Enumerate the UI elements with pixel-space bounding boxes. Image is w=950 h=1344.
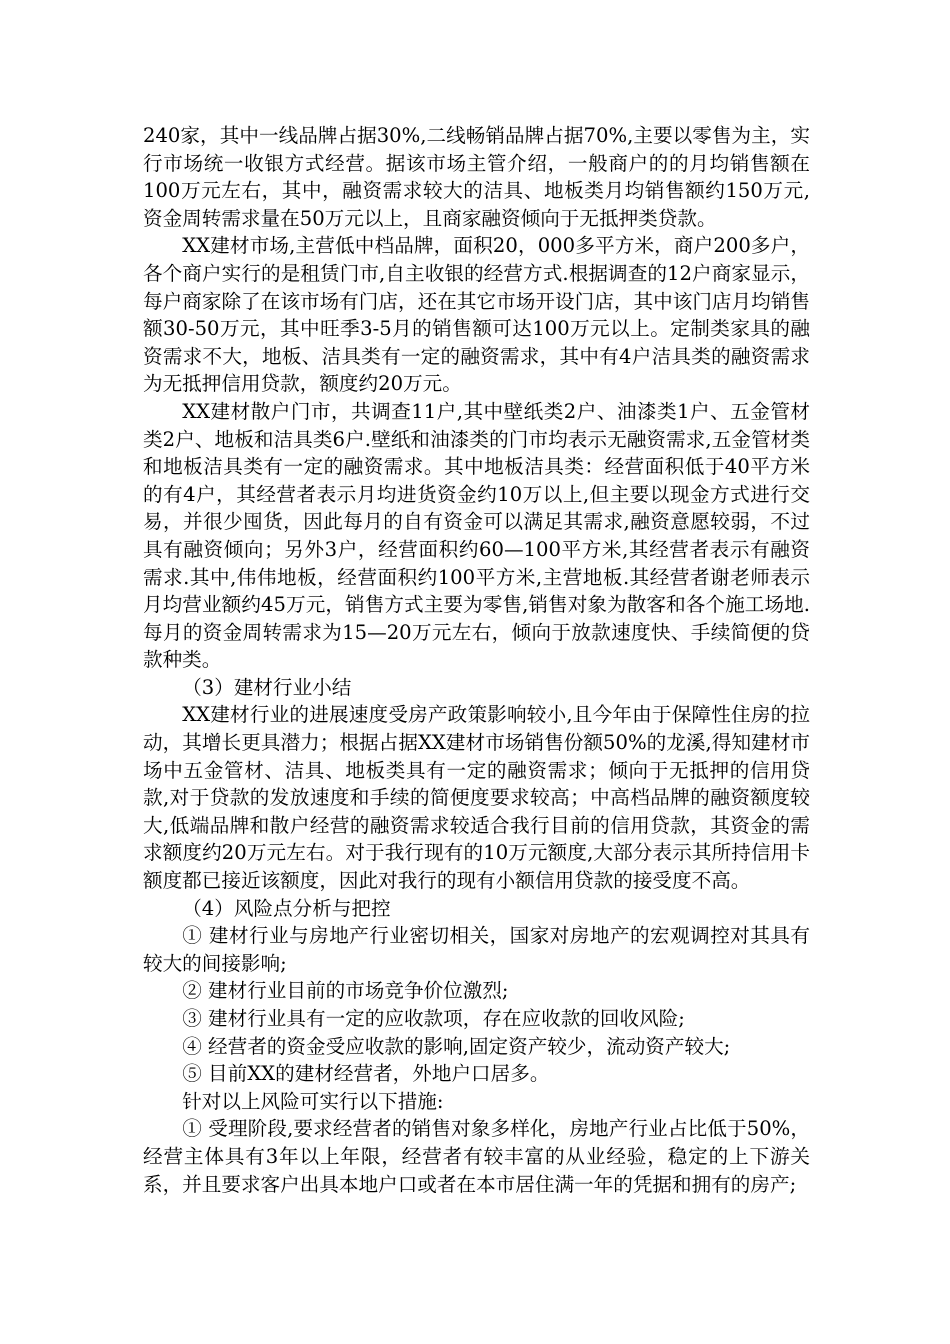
document-page [143, 122, 810, 1198]
risk-item-5: ⑤ 目前XX的建材经营者，外地户口居多。 [182, 1062, 550, 1086]
paragraph-retail-stores: XX建材散户门市，共调查11户,其中壁纸类2户、油漆类1户、五金管材类2户、地板和洁具类6户.壁纸和油漆类的门市均表示无融资需求,五金管材类和地板洁具类有一定的融资需求。其中地板洁具类：经营面积低于40平方米的有4户，其经营者表示月均进货资金约10万以上,但主要以现金方式进行交易，并很少囤货，因此每月的自有资金可以满足其需求,融资意愿较弱，不过具有融资倾向；另外3户，经营面积约60—100平方米,其经营者表示有融资需求.其中,伟伟地板，经营面积约100平方米,主营地板.其经营者谢老师表示月均营业额约45万元，销售方式主要为零售,销售对象为散客和各个施工场地.每月的资金周转需求为15—20万元左右，倾向于放款速度快、手续简便的贷款种类。 [143, 399, 810, 672]
section-heading-risk-analysis: （4）风险点分析与把控 [182, 896, 391, 920]
risk-item-4: ④ 经营者的资金受应收款的影响,固定资产较少，流动资产较大; [182, 1034, 731, 1058]
paragraph-market-overview: 240家，其中一线品牌占据30%,二线畅销品牌占据70%,主要以零售为主，实行市场统一收银方式经营。据该市场主管介绍，一般商户的的月均销售额在100万元左右，其中，融资需求较大的洁具、地板类月均销售额约150万元,资金周转需求量在50万元以上，且商家融资倾向于无抵押类贷款。 [143, 124, 810, 230]
paragraph-industry-summary: XX建材行业的进展速度受房产政策影响较小,且今年由于保障性住房的拉动，其增长更具潜力；根据占据XX建材市场销售份额50%的龙溪,得知建材市场中五金管材、洁具、地板类具有一定的融资需求；倾向于无抵押的信用贷款,对于贷款的发放速度和手续的简便度要求较高；中高档品牌的融资额度较大,低端品牌和散户经营的融资需求较适合我行目前的信用贷款，其资金的需求额度约20万元左右。对于我行现有的10万元额度,大部分表示其所持信用卡额度都已接近该额度，因此对我行的现有小额信用贷款的接受度不高。 [143, 703, 810, 893]
risk-item-1: ① 建材行业与房地产行业密切相关，国家对房地产的宏观调控对其具有较大的间接影响; [143, 924, 810, 975]
risk-item-3: ③ 建材行业具有一定的应收款项，存在应收款的回收风险; [182, 1007, 685, 1030]
measures-intro: 针对以上风险可实行以下措施: [182, 1089, 444, 1113]
section-heading-industry-summary: （3）建材行业小结 [182, 675, 352, 699]
paragraph-building-market: XX建材市场,主营低中档品牌，面积20，000多平方米，商户200多户，各个商户实行的是租赁门市,自主收银的经营方式.根据调查的12户商家显示，每户商家除了在该市场有门店，还在其它市场开设门店，其中该门店月均销售额30-50万元，其中旺季3-5月的销售额可达100万元以上。定制类家具的融资需求不大，地板、洁具类有一定的融资需求，其中有4户洁具类的融资需求为无抵押信用贷款，额度约20万元。 [143, 234, 810, 396]
risk-item-2: ② 建材行业目前的市场竞争价位激烈; [182, 979, 509, 1003]
measure-item-1: ① 受理阶段,要求经营者的销售对象多样化，房地产行业占比低于50%，经营主体具有3年以上年限，经营者有较丰富的从业经验，稳定的上下游关系，并且要求客户出具本地户口或者在本市居住满一年的凭据和拥有的房产; [143, 1117, 810, 1196]
